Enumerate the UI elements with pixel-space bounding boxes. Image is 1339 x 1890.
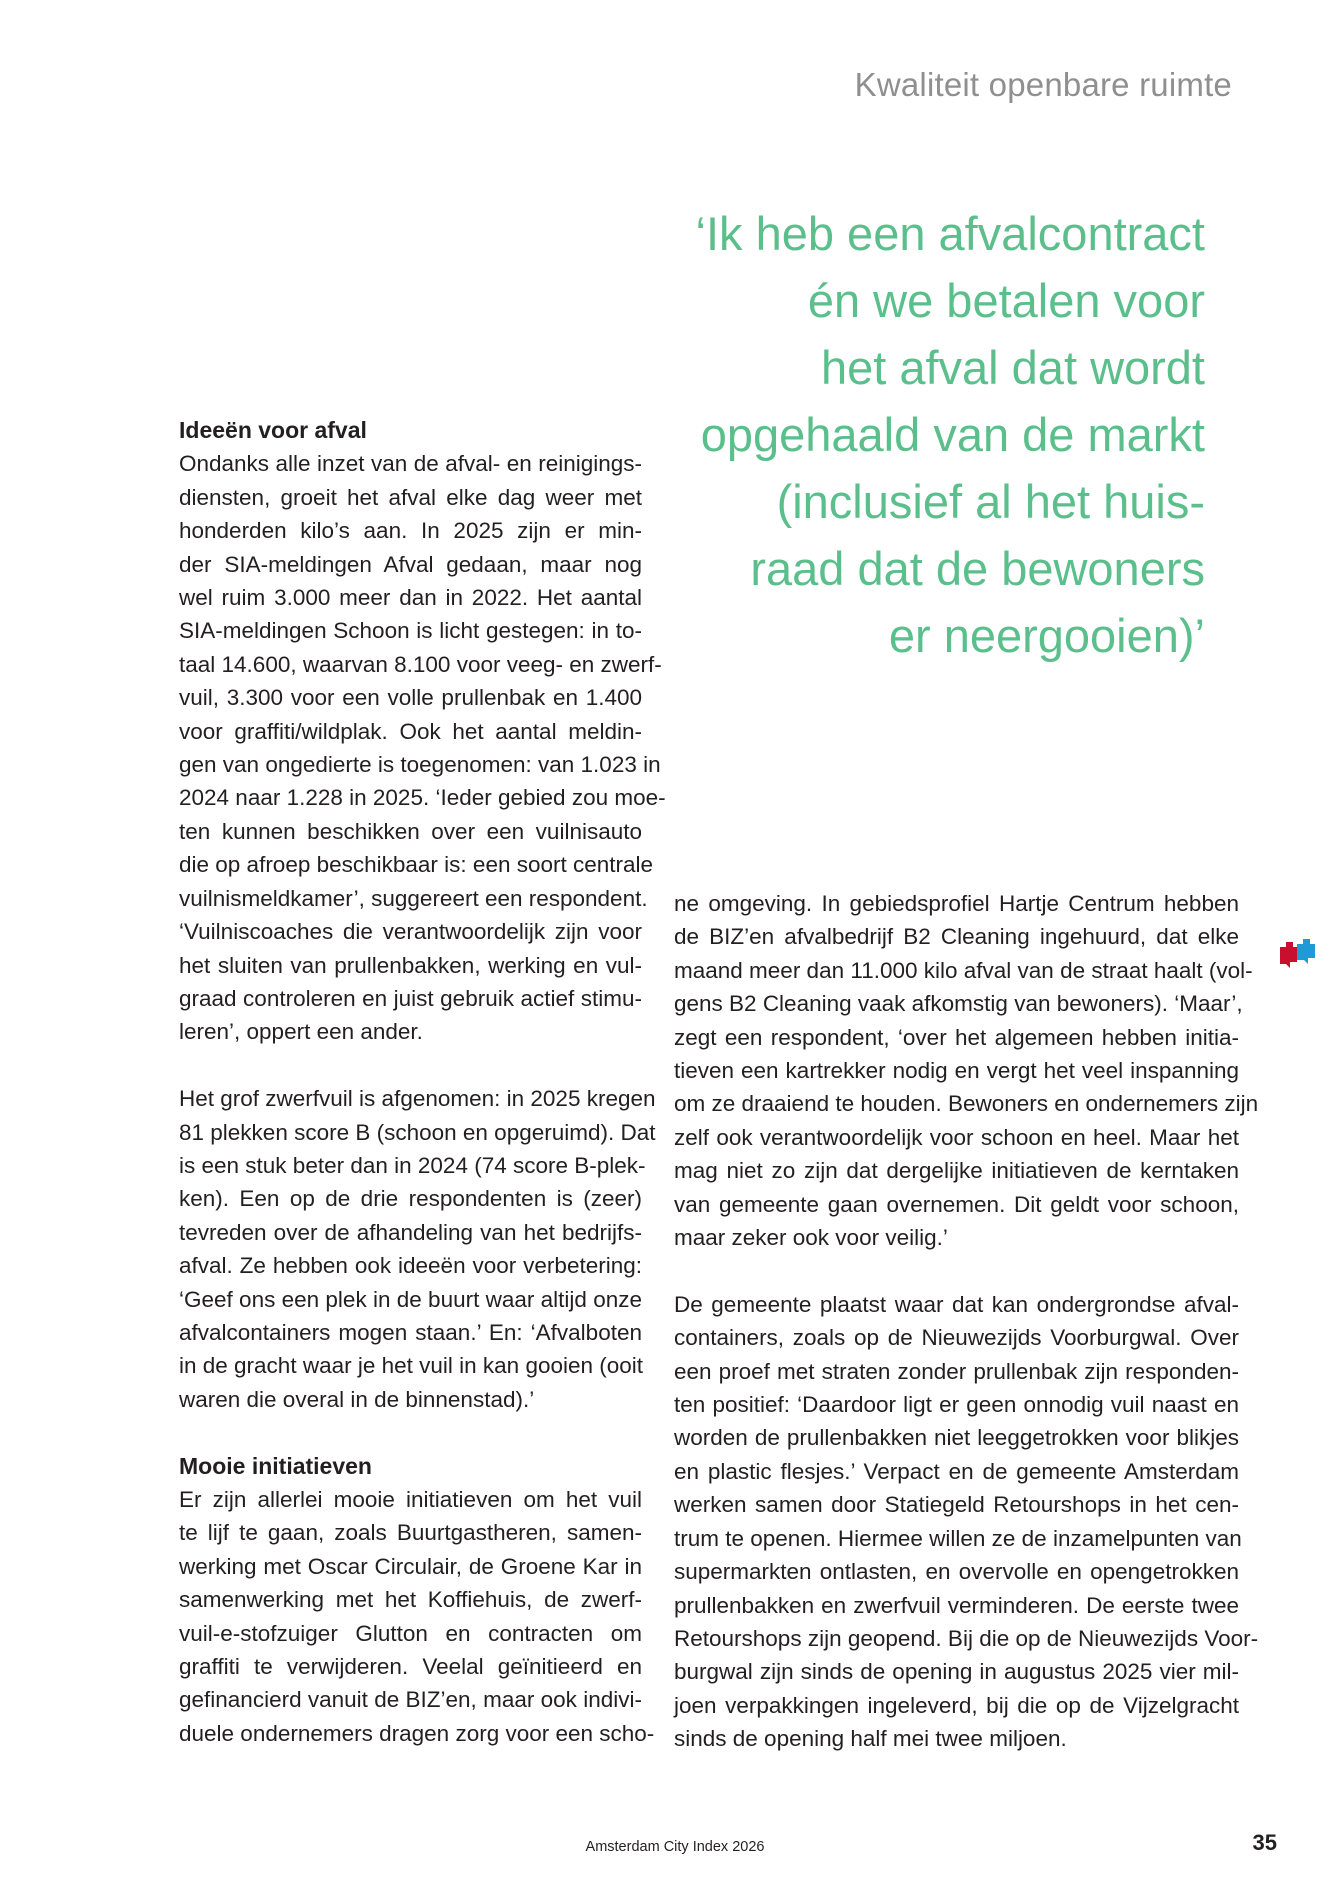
body-text-line: afvalcontainers mogen staan.’ En: ‘Afvalboten: [179, 1319, 642, 1345]
body-text-line: samenwerking met het Koffiehuis, de zwerf-: [179, 1587, 642, 1613]
body-text-line: zelf ook verantwoordelijk voor schoon en heel. Maar het: [674, 1124, 1239, 1150]
running-head-title: Kwaliteit openbare ruimte: [854, 66, 1232, 103]
body-text-line: gens B2 Cleaning vaak afkomstig van bewoners). ‘Maar’,: [674, 991, 1243, 1017]
body-text-line: containers, zoals op de Nieuwezijds Voorburgwal. Over: [674, 1325, 1239, 1351]
pull-quote-line: ‘Ik heb een afvalcontract: [695, 207, 1205, 260]
body-text-line: der SIA-meldingen Afval gedaan, maar nog: [179, 551, 642, 577]
body-text-line: is een stuk beter dan in 2024 (74 score B-plek-: [179, 1152, 646, 1178]
body-text-line: trum te openen. Hiermee willen ze de inzamelpunten van: [674, 1525, 1242, 1551]
body-text-line: maar zeker ook voor veilig.’: [674, 1225, 948, 1251]
body-text-line: 81 plekken score B (schoon en opgeruimd). Dat: [179, 1119, 656, 1145]
body-text-line: waren die overal in de binnenstad).’: [179, 1386, 535, 1412]
body-column-left: [179, 414, 666, 1750]
body-text-line: vuilnismeldkamer’, suggereert een respondent.: [179, 885, 648, 911]
body-text-line: ken). Een op de drie respondenten is (zeer): [179, 1186, 642, 1212]
paragraph-gap: [179, 1416, 642, 1449]
body-text-line: te lijf te gaan, zoals Buurtgastheren, samen-: [179, 1520, 642, 1546]
body-text-line: ‘Vuilniscoaches die verantwoordelijk zijn voor: [179, 919, 642, 945]
body-text-line: Er zijn allerlei mooie initiatieven om het vuil: [179, 1486, 642, 1512]
pull-quote-line: (inclusief al het huis-: [776, 475, 1205, 528]
body-text-line: om ze draaiend te houden. Bewoners en ondernemers zijn: [674, 1091, 1259, 1117]
paragraph-gap: [179, 1049, 642, 1082]
body-column-right: [674, 887, 1259, 1756]
body-text-line: zegt een respondent, ‘over het algemeen hebben initia-: [674, 1024, 1239, 1050]
body-text-line: ‘Geef ons een plek in de buurt waar altijd onze: [179, 1286, 642, 1312]
body-text-line: die op afroep beschikbaar is: een soort centrale: [179, 852, 654, 878]
body-text-line: mag niet zo zijn dat dergelijke initiatieven de kerntaken: [674, 1158, 1239, 1184]
body-text-line: prullenbakken en zwerfvuil verminderen. De eerste twee: [674, 1592, 1239, 1618]
body-text-line: joen verpakkingen ingeleverd, bij die op de Vijzelgracht: [674, 1692, 1239, 1718]
body-text-line: tevreden over de afhandeling van het bedrijfs-: [179, 1219, 642, 1245]
pull-quote-line: raad dat de bewoners: [750, 542, 1205, 595]
city-index-mark-icon: [1278, 939, 1316, 971]
body-text-line: afval. Ze hebben ook ideeën voor verbetering:: [179, 1253, 642, 1279]
pull-quote-line: én we betalen voor: [807, 274, 1205, 327]
pull-quote-line: het afval dat wordt: [820, 341, 1205, 394]
section-heading: Mooie initiatieven: [179, 1452, 372, 1479]
body-text-line: ten positief: ‘Daardoor ligt er geen onnodig vuil naast en: [674, 1392, 1239, 1418]
body-text-line: werken samen door Statiegeld Retourshops in het cen-: [674, 1492, 1239, 1518]
body-text-line: duele ondernemers dragen zorg voor een scho-: [179, 1720, 655, 1746]
section-heading: Ideeën voor afval: [179, 417, 367, 443]
body-text-line: supermarkten ontlasten, en overvolle en opengetrokken: [674, 1559, 1239, 1585]
body-text-line: gefinancierd vanuit de BIZ’en, maar ook indivi-: [179, 1687, 642, 1713]
body-text-line: een proef met straten zonder prullenbak zijn responden-: [674, 1358, 1239, 1384]
pull-quote-line: er neergooien)’: [888, 609, 1205, 662]
body-text-line: burgwal zijn sinds de opening in augustus 2025 vier mil-: [674, 1659, 1239, 1685]
pull-quote: [660, 200, 1205, 669]
body-text-line: diensten, groeit het afval elke dag weer met: [179, 484, 642, 510]
body-text-line: worden de prullenbakken niet leeggetrokken voor blikjes: [674, 1425, 1239, 1451]
body-text-line: vuil-e-stofzuiger Glutton en contracten om: [179, 1620, 642, 1646]
body-text-line: ne omgeving. In gebiedsprofiel Hartje Centrum hebben: [674, 891, 1239, 916]
body-text-line: en plastic flesjes.’ Verpact en de gemeente Amsterdam: [674, 1458, 1239, 1484]
body-text-line: voor graffiti/wildplak. Ook het aantal meldin-: [179, 718, 642, 744]
body-text-line: leren’, oppert een ander.: [179, 1019, 423, 1045]
body-text-line: honderden kilo’s aan. In 2025 zijn er min-: [179, 518, 642, 544]
body-text-line: vuil, 3.300 voor een volle prullenbak en 1.400: [179, 685, 642, 711]
body-text-line: sinds de opening half mei twee miljoen.: [674, 1726, 1067, 1752]
page-number: 35: [1252, 1830, 1277, 1855]
body-text-line: De gemeente plaatst waar dat kan ondergrondse afval-: [674, 1291, 1239, 1317]
body-text-line: Het grof zwerfvuil is afgenomen: in 2025 kregen: [179, 1086, 656, 1112]
pull-quote-line: opgehaald van de markt: [700, 408, 1205, 461]
body-text-line: wel ruim 3.000 meer dan in 2022. Het aantal: [179, 585, 642, 611]
body-text-line: Retourshops zijn geopend. Bij die op de Nieuwezijds Voor-: [674, 1625, 1259, 1651]
body-text-line: gen van ongedierte is toegenomen: van 1.023 in: [179, 752, 661, 778]
body-text-line: het sluiten van prullenbakken, werking en vul-: [179, 952, 642, 978]
body-text-line: graad controleren en juist gebruik actief stimu-: [179, 985, 642, 1011]
body-text-line: de BIZ’en afvalbedrijf B2 Cleaning ingehuurd, dat elke: [674, 924, 1239, 950]
body-text-line: graffiti te verwijderen. Veelal geïnitieerd en: [179, 1654, 642, 1679]
body-text-line: maand meer dan 11.000 kilo afval van de straat haalt (vol-: [674, 957, 1253, 983]
body-text-line: werking met Oscar Circulair, de Groene Kar in: [179, 1553, 642, 1579]
body-text-line: in de gracht waar je het vuil in kan gooien (ooit: [179, 1353, 644, 1379]
body-text-line: 2024 naar 1.228 in 2025. ‘Ieder gebied zou moe-: [179, 785, 666, 811]
body-text-line: ten kunnen beschikken over een vuilnisauto: [179, 818, 642, 844]
body-text-line: SIA-meldingen Schoon is licht gestegen: in to-: [179, 618, 642, 644]
body-text-line: tieven een kartrekker nodig en vergt het veel inspanning: [674, 1058, 1239, 1084]
body-text-line: Ondanks alle inzet van de afval- en reinigings-: [179, 451, 642, 477]
body-text-line: taal 14.600, waarvan 8.100 voor veeg- en zwerf-: [179, 651, 662, 677]
paragraph-gap: [674, 1254, 1239, 1287]
body-text-line: van gemeente gaan overnemen. Dit geldt voor schoon,: [674, 1191, 1239, 1217]
footer-publication: Amsterdam City Index 2026: [585, 1839, 765, 1855]
